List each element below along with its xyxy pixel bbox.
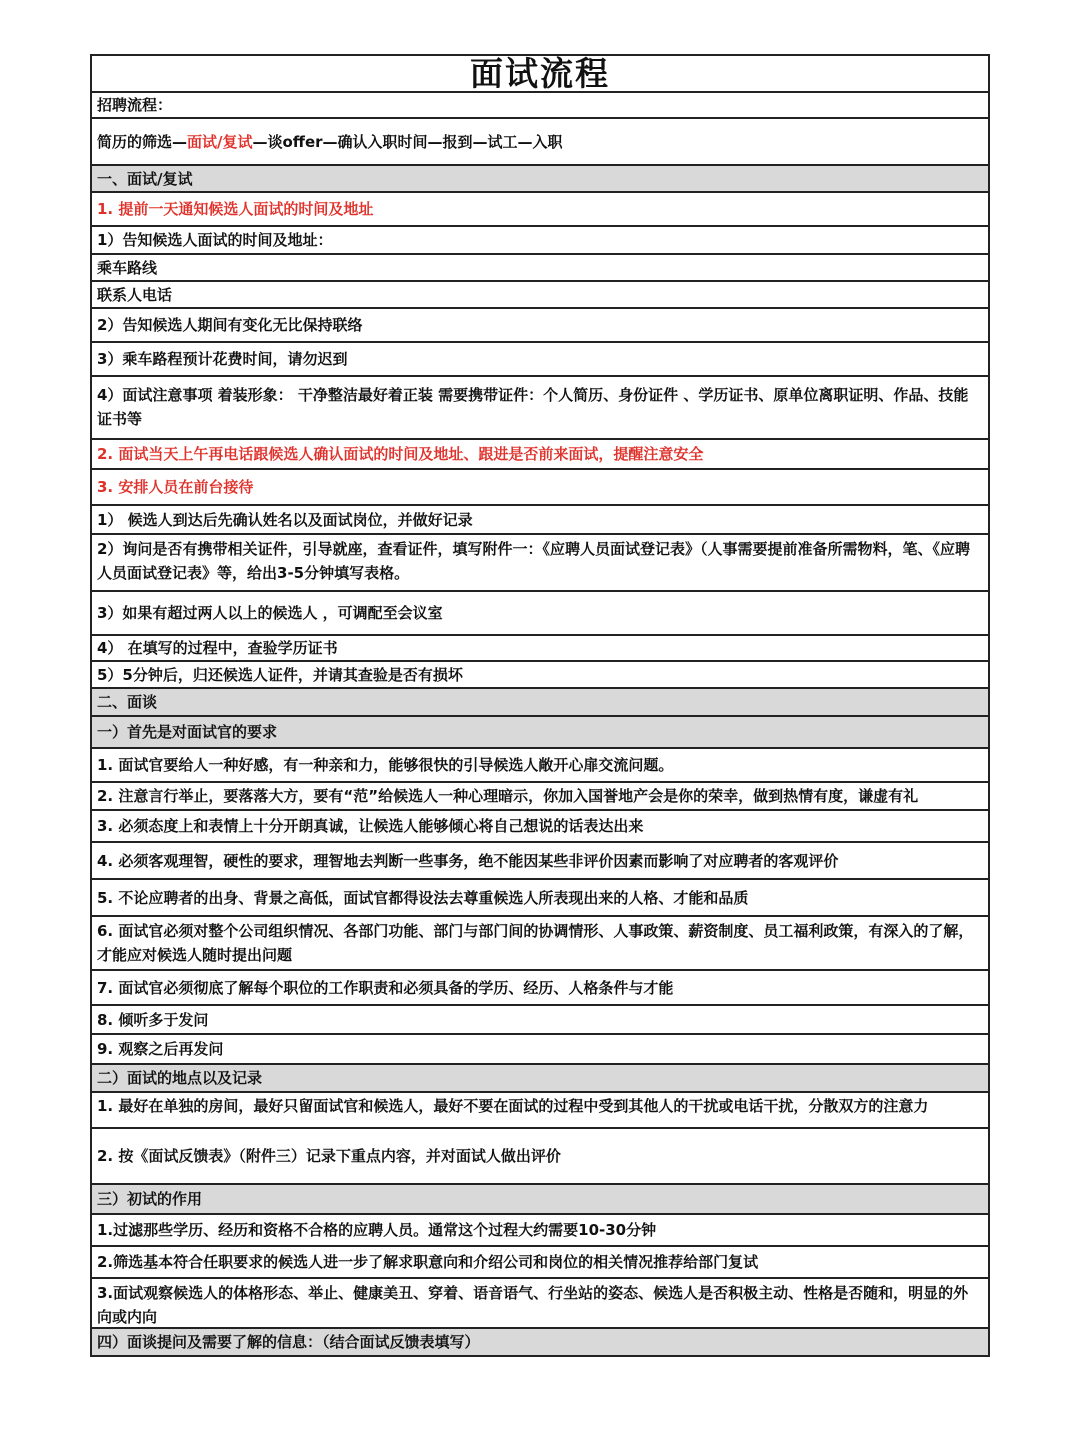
page-title: 面试流程 xyxy=(90,54,990,93)
list-item: 2）询问是否有携带相关证件，引导就座，查看证件，填写附件一：《应聘人员面试登记表》（人事需要提前准备所需物料，笔、《应聘人员面试登记表》等，给出3-5分钟填写表格。 xyxy=(90,535,990,592)
list-item: 2）告知候选人期间有变化无比保持联络 xyxy=(90,309,990,343)
list-item: 1）告知候选人面试的时间及地址： xyxy=(90,227,990,255)
section-heading-talk: 二、面谈 xyxy=(90,689,990,717)
process-label: 招聘流程： xyxy=(90,93,990,119)
process-flow xyxy=(90,119,990,166)
list-item: 5）5分钟后，归还候选人证件，并请其查验是否有损坏 xyxy=(90,662,990,689)
list-item: 3. 必须态度上和表情上十分开朗真诚，让候选人能够倾心将自己想说的话表达出来 xyxy=(90,811,990,843)
process-flow-part1: 简历的筛选— xyxy=(97,132,188,151)
list-item: 1.过滤那些学历、经历和资格不合格的应聘人员。通常这个过程大约需要10-30分钟 xyxy=(90,1215,990,1247)
list-item: 9. 观察之后再发问 xyxy=(90,1035,990,1065)
list-item: 1） 候选人到达后先确认姓名以及面试岗位，并做好记录 xyxy=(90,506,990,535)
step-heading-3: 3. 安排人员在前台接待 xyxy=(90,470,990,506)
subsection-heading-first-interview: 三）初试的作用 xyxy=(90,1185,990,1215)
list-item: 3）乘车路程预计花费时间，请勿迟到 xyxy=(90,343,990,377)
list-item: 4） 在填写的过程中，查验学历证书 xyxy=(90,636,990,662)
list-item: 1. 最好在单独的房间，最好只留面试官和候选人，最好不要在面试的过程中受到其他人的干扰或电话干扰，分散双方的注意力 xyxy=(90,1093,990,1129)
step-heading-1: 1. 提前一天通知候选人面试的时间及地址 xyxy=(90,193,990,227)
subsection-heading-interviewer: 一）首先是对面试官的要求 xyxy=(90,717,990,749)
list-item: 7. 面试官必须彻底了解每个职位的工作职责和必须具备的学历、经历、人格条件与才能 xyxy=(90,971,990,1006)
list-item: 联系人电话 xyxy=(90,282,990,309)
section-heading-interview: 一、面试/复试 xyxy=(90,166,990,193)
list-item: 4. 必须客观理智，硬性的要求，理智地去判断一些事务，绝不能因某些非评价因素而影响了对应聘者的客观评价 xyxy=(90,843,990,880)
subsection-heading-location: 二）面试的地点以及记录 xyxy=(90,1065,990,1093)
step-heading-2: 2. 面试当天上午再电话跟候选人确认面试的时间及地址、跟进是否前来面试，提醒注意安全 xyxy=(90,440,990,470)
list-item: 2.筛选基本符合任职要求的候选人进一步了解求职意向和介绍公司和岗位的相关情况推荐给部门复试 xyxy=(90,1247,990,1279)
list-item: 5. 不论应聘者的出身、背景之高低，面试官都得设法去尊重候选人所表现出来的人格、才能和品质 xyxy=(90,880,990,917)
list-item: 3）如果有超过两人以上的候选人 ，可调配至会议室 xyxy=(90,592,990,636)
list-item: 1. 面试官要给人一种好感，有一种亲和力，能够很快的引导候选人敞开心扉交流问题。 xyxy=(90,749,990,783)
list-item: 2. 注意言行举止，要落落大方，要有“范”给候选人一种心理暗示，你加入国誉地产会是你的荣幸，做到热情有度，谦虚有礼 xyxy=(90,783,990,811)
list-item: 乘车路线 xyxy=(90,255,990,282)
process-flow-highlight: 面试/复试 xyxy=(187,132,253,151)
subsection-heading-questions: 四）面谈提问及需要了解的信息：（结合面试反馈表填写） xyxy=(90,1329,990,1357)
interview-process-table xyxy=(90,54,990,1357)
list-item: 3.面试观察候选人的体格形态、举止、健康美丑、穿着、语音语气、行坐站的姿态、候选人是否积极主动、性格是否随和，明显的外向或内向 xyxy=(90,1279,990,1329)
process-flow-part2: —谈offer—确认入职时间—报到—试工—入职 xyxy=(252,132,563,151)
list-item: 6. 面试官必须对整个公司组织情况、各部门功能、部门与部门间的协调情形、人事政策、薪资制度、员工福利政策，有深入的了解，才能应对候选人随时提出问题 xyxy=(90,917,990,971)
list-item: 4）面试注意事项 着装形象： 干净整洁最好着正装 需要携带证件：个人简历、身份证件 、学历证书、原单位离职证明、作品、技能证书等 xyxy=(90,377,990,440)
list-item: 2. 按《面试反馈表》（附件三）记录下重点内容，并对面试人做出评价 xyxy=(90,1129,990,1185)
list-item: 8. 倾听多于发问 xyxy=(90,1006,990,1035)
